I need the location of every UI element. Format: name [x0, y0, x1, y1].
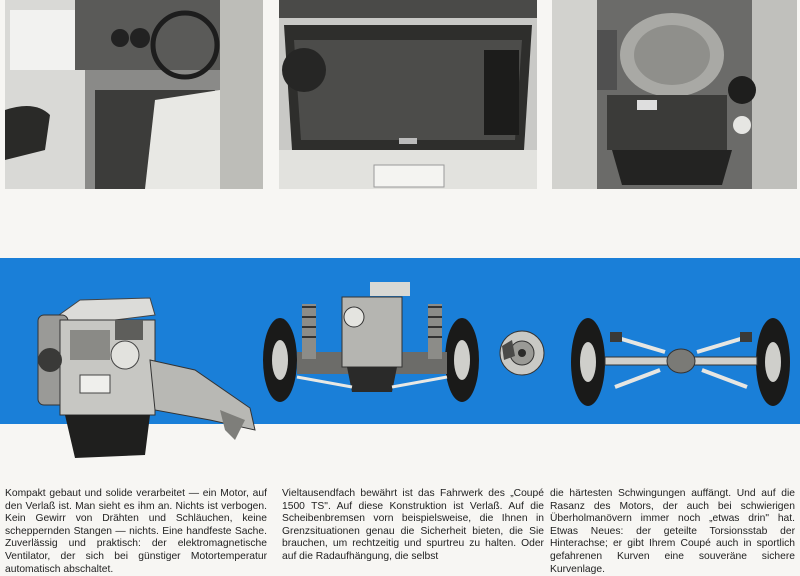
chassis-description-text: Vieltausendfach bewährt ist das Fahrwerk des „Coupé 1500 TS". Auf diese Konstruktion ist Verlaß. Auf die Scheibenbremsen vorn beispielsweise, die Ihnen in Grenzsituationen genau die Sicherheit bieten, die Sie brauchen, um rechtzeitig und spurtreu zu halten. Oder auf die Radaufhängung, die selbst: [282, 488, 544, 562]
car-interior-photo: [5, 0, 263, 189]
brake-disc-cutout: [497, 328, 547, 378]
engine-gearbox-cutout: [20, 280, 265, 465]
engine-description-text: Kompakt gebaut und solide verarbeitet — ein Motor, auf den Verlaß ist. Man sieht es ihm an. Nichts ist verbogen. Kein Gewirr von Drähten und Schläuchen, keine scheppernden Stangen — nichts. Eine handfeste Sache. Zuverlässig und praktisch: der elektromagnetische Ventilator, der sich bei günstiger Motortemperatur automatisch abschaltet.: [5, 488, 267, 575]
car-trunk-photo: [279, 0, 537, 189]
suspension-description-text: die härtesten Schwingungen auffängt. Und auf die Rasanz des Motors, der auch bei schwierigen Überholmanövern immer noch „etwas drin" hat. Etwas Neues: der geteilte Torsionsstab der Hinterachse; er gibt Ihrem Coupé auch in sportlich gefahrenen Kurven eine souveräne sichere Kurvenlage.: [550, 488, 795, 575]
front-axle-cutout: [262, 282, 482, 412]
rear-axle-cutout: [570, 312, 792, 412]
engine-bay-photo: [552, 0, 797, 189]
